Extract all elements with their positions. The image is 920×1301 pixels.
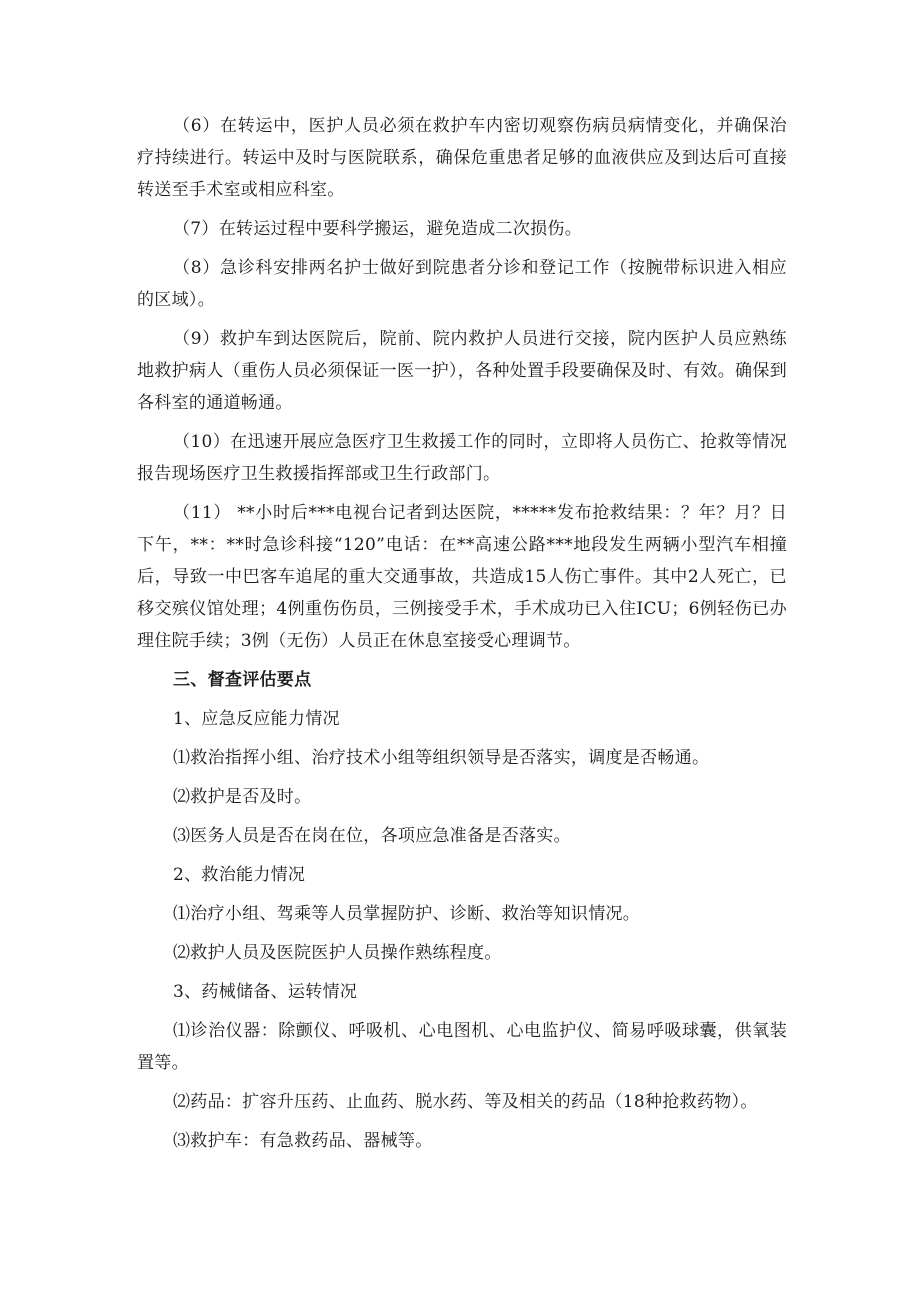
subsection-title-3: 3、药械储备、运转情况 xyxy=(173,982,358,1002)
list-item: ⑶医务人员是否在岗在位，各项应急准备是否落实。 xyxy=(173,826,571,846)
subsection-title-2: 2、救治能力情况 xyxy=(173,865,306,885)
list-item: ⑴治疗小组、驾乘等人员掌握防护、诊断、救治等知识情况。 xyxy=(173,904,641,924)
list-item: ⑶救护车：有急救药品、器械等。 xyxy=(173,1131,433,1151)
list-item: ⑴诊治仪器：除颤仪、呼吸机、心电图机、心电监护仪、简易呼吸球囊，供氧装置等。 xyxy=(137,1021,787,1073)
list-item: ⑵救护人员及医院医护人员操作熟练程度。 xyxy=(173,943,502,963)
list-item: ⑵救护是否及时。 xyxy=(173,787,312,807)
paragraph-7: （7）在转运过程中要科学搬运，避免造成二次损伤。 xyxy=(173,219,583,239)
paragraph-8: （8）急诊科安排两名护士做好到院患者分诊和登记工作（按腕带标识进入相应的区域）。 xyxy=(137,258,787,310)
paragraph-6: （6）在转运中，医护人员必须在救护车内密切观察伤病员病情变化，并确保治疗持续进行。转运中及时与医院联系，确保危重患者足够的血液供应及到达后可直接转送至手术室或相应科室。 xyxy=(137,116,787,200)
subsection-title-1: 1、应急反应能力情况 xyxy=(173,709,340,729)
list-item: ⑴救治指挥小组、治疗技术小组等组织领导是否落实，调度是否畅通。 xyxy=(173,748,710,768)
section-heading: 三、督查评估要点 xyxy=(173,670,312,690)
document-body xyxy=(137,110,787,1164)
list-item: ⑵药品：扩容升压药、止血药、脱水药、等及相关的药品（18种抢救药物）。 xyxy=(173,1092,758,1112)
paragraph-9: （9）救护车到达医院后，院前、院内救护人员进行交接，院内医护人员应熟练地救护病人（重伤人员必须保证一医一护），各种处置手段要确保及时、有效。确保到各科室的通道畅通。 xyxy=(137,329,787,413)
paragraph-11: （11） **小时后***电视台记者到达医院，*****发布抢救结果：？年？月？日下午，**：**时急诊科接“120”电话：在**高速公路***地段发生两辆小型汽车相撞后，导致一中巴客车追尾的重大交通事故，共造成15人伤亡事件。其中2人死亡，已移交殡仪馆处理；4例重伤伤员，三例接受手术，手术成功已入住ICU；6例轻伤已办理住院手续；3例（无伤）人员正在休息室接受心理调节。 xyxy=(137,503,787,651)
paragraph-10: （10）在迅速开展应急医疗卫生救援工作的同时，立即将人员伤亡、抢救等情况报告现场医疗卫生救援指挥部或卫生行政部门。 xyxy=(137,432,787,484)
